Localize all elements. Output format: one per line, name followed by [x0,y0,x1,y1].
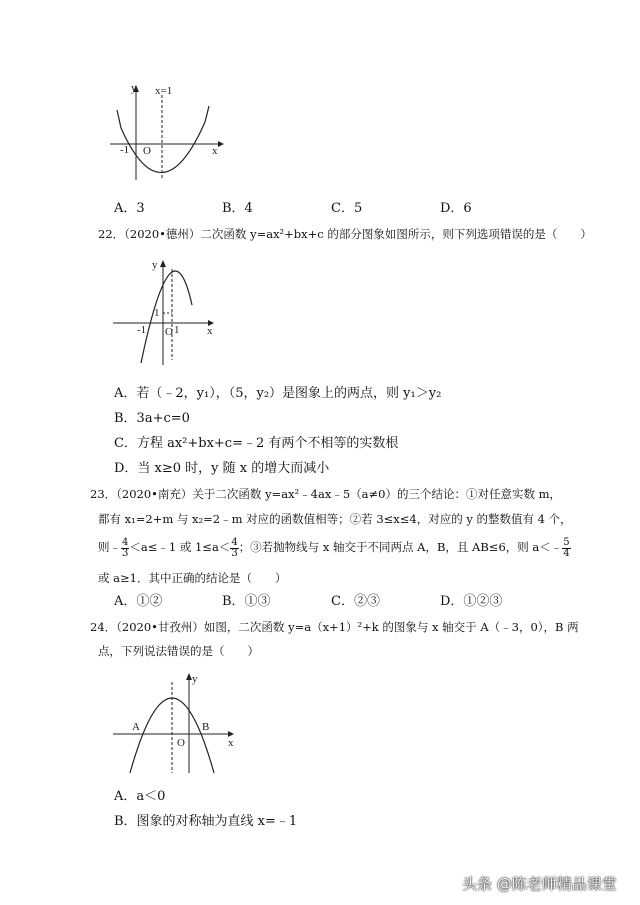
frac2-den: 3 [231,547,238,559]
fig2-origin-label: O [165,326,173,338]
fig3-a-label: A [132,721,140,733]
frac3-den: 4 [563,547,570,559]
q22-option-c[interactable]: C．方程 ax²+bx+c=﹣2 有两个不相等的实数根 [114,436,399,451]
frac3-num: 5 [563,536,570,548]
parabola-curve [141,271,192,363]
q21-option-b[interactable]: B．4 [222,201,253,216]
q21-option-d[interactable]: D．6 [440,201,472,216]
q23-option-a[interactable]: A．①② [114,594,163,609]
parabola-curve [121,122,205,173]
fig1-x-label: x [212,145,218,157]
q23-option-b[interactable]: B．①③ [222,594,271,609]
figure-q22-parabola [108,255,223,370]
q23-option-c[interactable]: C．②③ [331,594,380,609]
q23-line3 [98,533,571,561]
figure-q21-parabola [105,80,230,185]
fig1-origin-label: O [143,145,151,157]
fig3-origin-label: O [177,737,185,749]
q21-option-c[interactable]: C．5 [331,201,363,216]
x-axis-arrow [218,141,224,147]
fig3-x-label: x [228,737,234,749]
q23-option-d[interactable]: D．①②③ [440,594,503,609]
parabola-ends [117,106,209,128]
fig3-b-label: B [202,721,210,733]
frac2-num: 4 [231,536,238,548]
watermark: 头条 @陈老师精品课堂 [462,875,617,893]
y-axis-arrow [160,260,166,267]
q23-line2: 都有 x₁=2+m 与 x₂=2﹣m 对应的函数值相等；②若 3≤x≤4，对应的 y 的整数值有 4 个， [98,512,572,526]
frac1-num: 4 [122,536,129,548]
fig2-one-x-label: 1 [174,324,180,336]
fig1-y-label: y [131,82,137,94]
q24-option-b[interactable]: B．图象的对称轴为直线 x=﹣1 [114,814,298,829]
figure-q24-parabola [108,668,243,778]
q23-frac-2 [230,538,238,559]
q22-option-d[interactable]: D．当 x≥0 时，y 随 x 的增大而减小 [114,461,330,476]
fig2-x-label: x [207,325,213,337]
fig1-eq-label: x=1 [155,85,173,97]
q23-line3-b: ＜a≤﹣1 或 1≤a＜ [129,540,231,554]
fig2-neg-label: -1 [137,324,147,336]
q24-option-a[interactable]: A．a＜0 [114,789,166,804]
q23-line4: 或 a≥1．其中正确的结论是（ ） [98,571,287,585]
frac1-den: 3 [122,547,129,559]
q24-line2: 点，下列说法错误的是（ ） [98,644,259,658]
q24-line1: 24．（2020•甘孜州）如图，二次函数 y=a（x+1）²+k 的图象与 x 轴交于 A（﹣3，0），B 两 [90,620,579,634]
q22-stem: 22．（2020•德州）二次函数 y=ax²+bx+c 的部分图象如图所示，则下列选项错误的是（ ） [98,227,592,241]
q23-frac-3 [562,538,570,559]
q22-option-a[interactable]: A．若（﹣2，y₁），（5，y₂）是图象上的两点，则 y₁＞y₂ [114,386,442,401]
fig1-neg-label: -1 [120,144,130,156]
fig2-y-label: y [152,259,158,271]
fig3-y-label: y [192,673,198,685]
q23-line3-c: ；③若抛物线与 x 轴交于不同两点 A，B，且 AB≤6，则 a＜﹣ [238,540,563,554]
q23-line3-a: 则﹣ [98,540,121,554]
q21-option-a[interactable]: A．3 [114,201,145,216]
fig2-one-y-label: 1 [154,307,160,319]
q22-option-b[interactable]: B．3a+c=0 [114,411,190,426]
q23-line1: 23．（2020•南充）关于二次函数 y=ax²﹣4ax﹣5（a≠0）的三个结论：①对任意实数 m， [90,487,562,501]
